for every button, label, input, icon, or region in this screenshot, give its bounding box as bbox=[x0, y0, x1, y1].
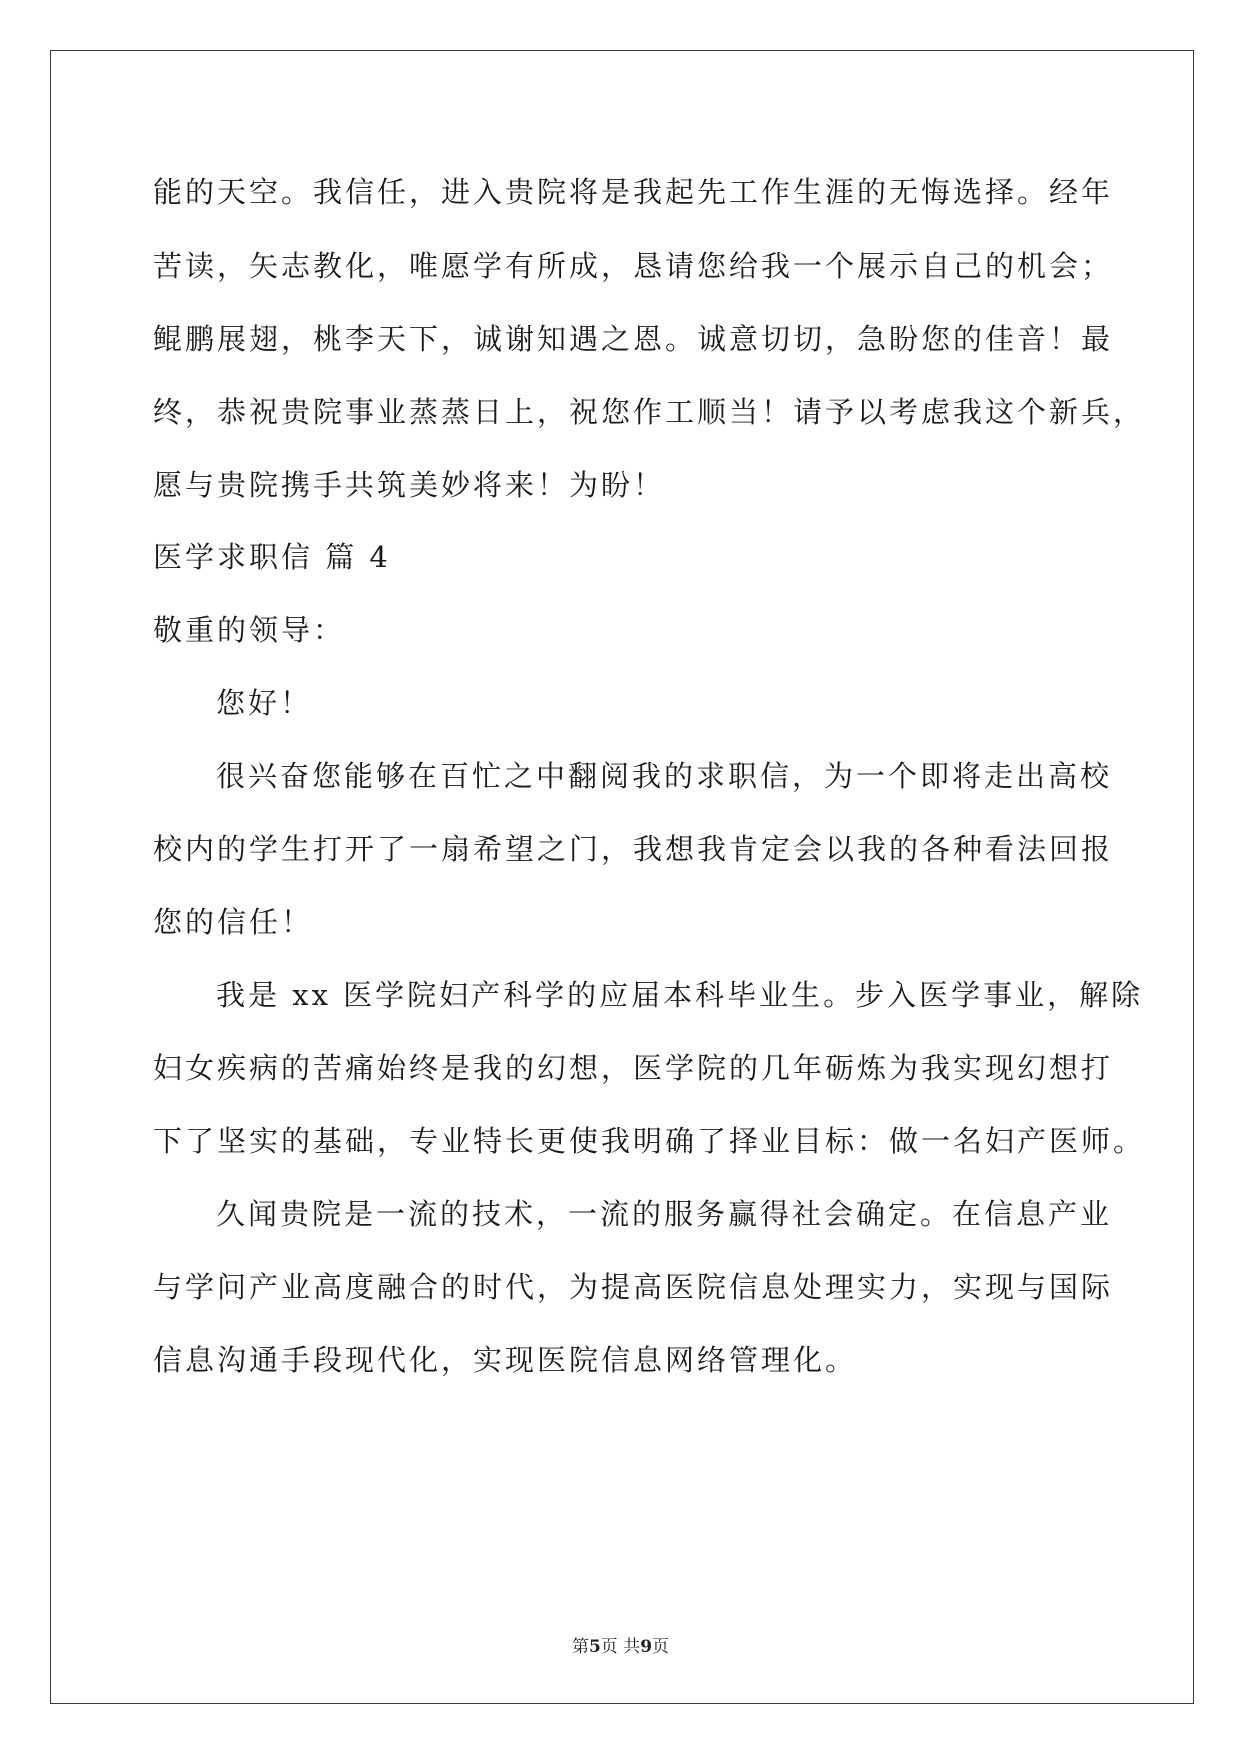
paragraph-line: 您的信任！ bbox=[153, 905, 314, 939]
paragraph-line: 很兴奋您能够在百忙之中翻阅我的求职信，为一个即将走出高校 bbox=[216, 759, 1113, 793]
section-heading: 医学求职信 篇 4 bbox=[153, 540, 391, 574]
body-line: 鲲鹏展翅，桃李天下，诚谢知遇之恩。诚意切切，急盼您的佳音！最 bbox=[153, 322, 1114, 356]
page-number-mid: 页 共 bbox=[600, 1637, 641, 1657]
paragraph-line: 下了坚实的基础，专业特长更使我明确了择业目标：做一名妇产医师。 bbox=[153, 1124, 1146, 1158]
greeting: 您好！ bbox=[216, 686, 313, 720]
page-number-total: 9 bbox=[640, 1637, 653, 1657]
page-number-suffix: 页 bbox=[652, 1637, 670, 1657]
page-number-current: 5 bbox=[588, 1637, 601, 1657]
paragraph-line: 妇女疾病的苦痛始终是我的幻想，医学院的几年砺炼为我实现幻想打 bbox=[153, 1051, 1114, 1085]
paragraph-line: 校内的学生打开了一扇希望之门，我想我肯定会以我的各种看法回报 bbox=[153, 832, 1114, 866]
paragraph-line: 与学问产业高度融合的时代，为提高医院信息处理实力，实现与国际 bbox=[153, 1270, 1114, 1304]
salutation: 敬重的领导： bbox=[153, 613, 346, 647]
paragraph-line: 我是 xx 医学院妇产科学的应届本科毕业生。步入医学事业，解除 bbox=[216, 978, 1144, 1012]
body-line: 苦读，矢志教化，唯愿学有所成，恳请您给我一个展示自己的机会； bbox=[153, 249, 1114, 283]
paragraph-line: 久闻贵院是一流的技术，一流的服务赢得社会确定。在信息产业 bbox=[216, 1197, 1113, 1231]
body-line: 愿与贵院携手共筑美妙将来！为盼！ bbox=[153, 468, 666, 502]
page-border bbox=[50, 50, 1194, 1704]
paragraph-line: 信息沟通手段现代化，实现医院信息网络管理化。 bbox=[153, 1343, 858, 1377]
page-footer bbox=[0, 1635, 1241, 1659]
body-line: 终，恭祝贵院事业蒸蒸日上，祝您作工顺当！请予以考虑我这个新兵， bbox=[153, 395, 1146, 429]
body-line: 能的天空。我信任，进入贵院将是我起先工作生涯的无悔选择。经年 bbox=[153, 175, 1114, 209]
page-number-prefix: 第 bbox=[571, 1637, 589, 1657]
